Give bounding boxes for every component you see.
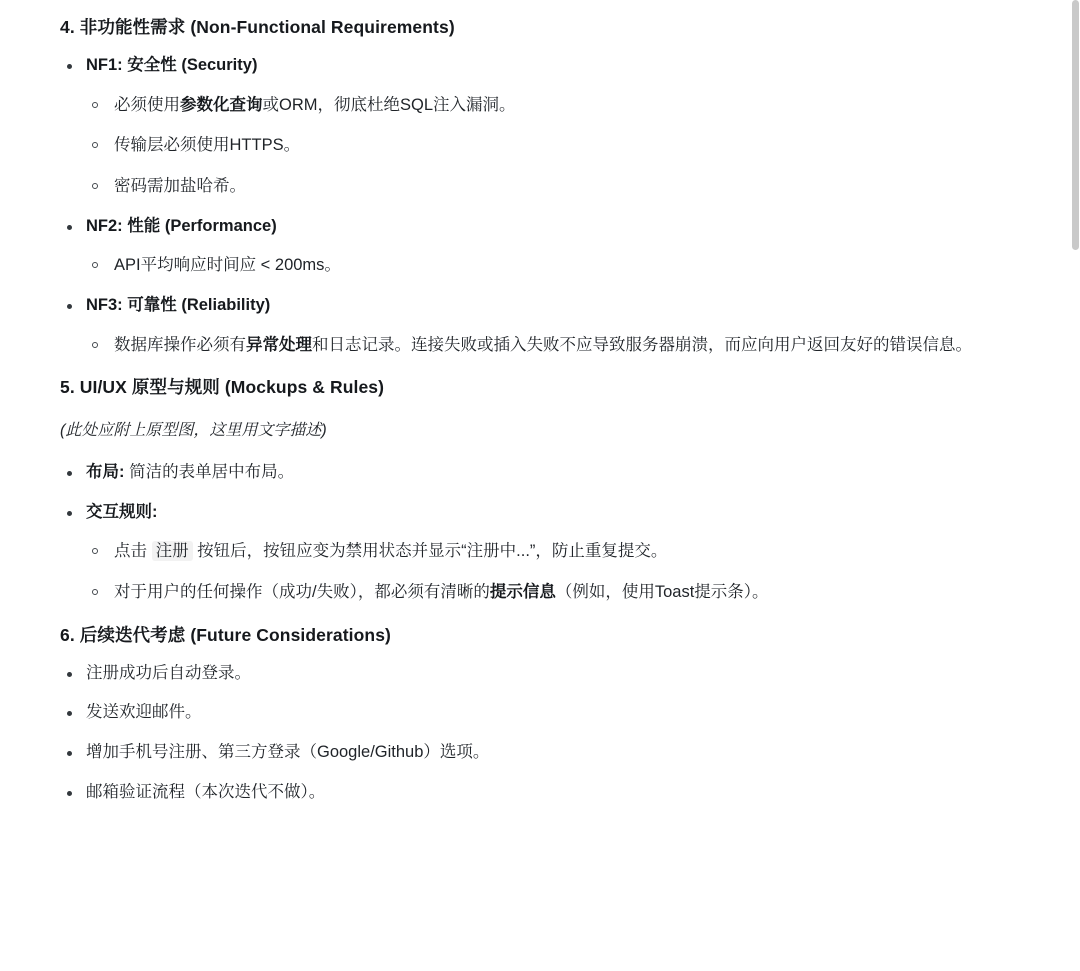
sub-list-item [86,579,1010,606]
bullet-list-level1 [60,661,1010,805]
text-run: 必须使用 [114,95,180,114]
section-heading: 6. 后续迭代考虑 (Future Considerations) [60,624,391,645]
list-item [60,500,1010,606]
list-item [60,293,1010,358]
bullet-list-level2 [86,92,1010,200]
bullet-list-level2 [86,332,1010,359]
scrollbar-thumb[interactable] [1072,0,1079,250]
sub-list-item [86,332,1010,359]
text-run: 密码需加盐哈希。 [114,177,246,195]
sub-list-item [86,92,1010,119]
text-run: （例如，使用Toast提示条）。 [555,583,769,602]
emphasis-text: 参数化查询 [180,95,263,114]
vertical-scrollbar[interactable] [1071,0,1080,971]
list-item-label: 注册成功后自动登录。 [86,663,251,682]
list-item-label: 增加手机号注册、第三方登录（Google/Github）选项。 [86,742,490,761]
list-item [60,214,1010,279]
list-item-label: 交互规则: [86,502,158,521]
emphasis-text: 异常处理 [246,335,312,354]
bullet-list-level2 [86,538,1010,605]
sub-list-item [86,173,1010,200]
text-run: 点击 [114,542,152,561]
list-item-label: 邮箱验证流程（本次迭代不做）。 [86,782,326,801]
section-note: (此处应附上原型图，这里用文字描述) [60,422,327,440]
list-item [60,460,1010,486]
bullet-list-level1 [60,460,1010,606]
document-content [60,14,1010,805]
bullet-list-level1 [60,53,1010,358]
section-heading: 5. UI/UX 原型与规则 (Mockups & Rules) [60,377,385,398]
list-item-label: 发送欢迎邮件。 [86,703,202,722]
list-item [60,780,1010,806]
list-item-label-trailing: 简洁的表单居中布局。 [124,463,295,482]
text-run: 和日志记录。连接失败或插入失败不应导致服务器崩溃，而应向用户返回友好的错误信息。 [312,335,972,354]
text-run: 数据库操作必须有 [114,335,246,354]
list-item-label: NF2: 性能 (Performance) [86,216,277,235]
text-run: 或ORM，彻底杜绝SQL注入漏洞。 [262,95,516,114]
text-run: 按钮后，按钮应变为禁用状态并显示“注册中...”，防止重复提交。 [192,542,668,561]
list-item [60,53,1010,200]
sub-list-item [86,252,1010,279]
text-run: 传输层必须使用HTTPS。 [114,136,301,155]
sub-list-item [86,538,1010,565]
list-item-label: 布局: [86,463,125,482]
section-heading: 4. 非功能性需求 (Non-Functional Requirements) [60,17,455,37]
bullet-list-level2 [86,252,1010,279]
list-item-label: NF3: 可靠性 (Reliability) [86,296,271,314]
text-run: API平均响应时间应 < 200ms。 [114,256,341,275]
inline-code: 注册 [152,541,193,561]
list-item [60,740,1010,766]
sub-list-item [86,132,1010,159]
text-run: 对于用户的任何操作（成功/失败），都必须有清晰的 [114,583,490,602]
list-item [60,661,1010,687]
list-item [60,700,1010,726]
emphasis-text: 提示信息 [489,583,556,602]
list-item-label: NF1: 安全性 (Security) [86,56,258,74]
